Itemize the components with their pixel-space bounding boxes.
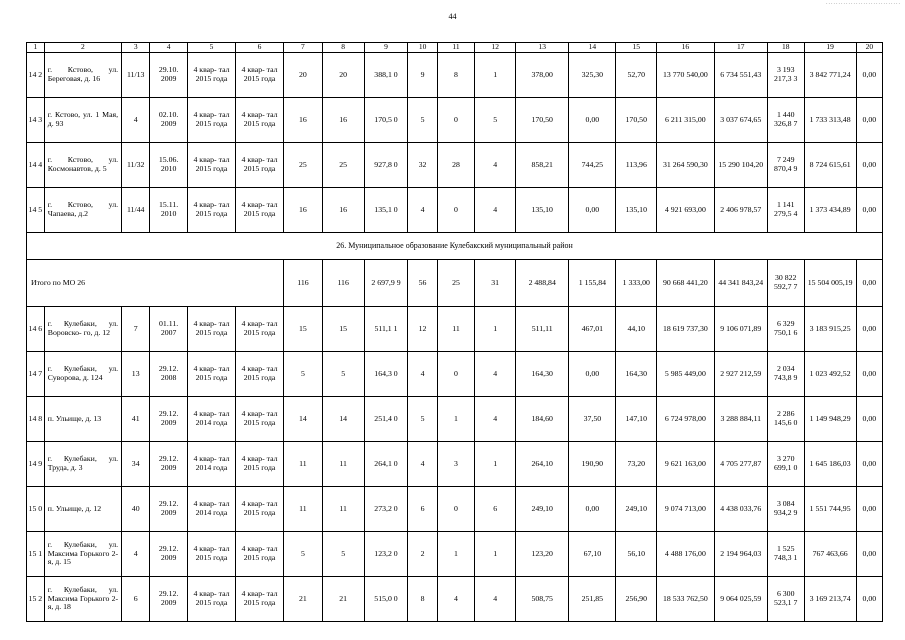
table-cell: 9 074 713,00 <box>657 487 714 532</box>
table-cell: 5 <box>475 98 516 143</box>
total-cell: 1 155,84 <box>569 260 616 307</box>
table-cell: 11/32 <box>122 143 150 188</box>
address-cell: г. Кулебаки, ул. Максима Горького 2-я, д. 15 <box>44 532 121 577</box>
column-number: 15 <box>616 43 657 53</box>
total-cell: 56 <box>408 260 437 307</box>
table-cell: 20 <box>284 53 323 98</box>
column-number: 11 <box>437 43 475 53</box>
table-cell: 0 <box>437 98 475 143</box>
table-cell: 14 <box>284 397 323 442</box>
row-number: 14 5 <box>27 188 45 233</box>
table-cell: 11/44 <box>122 188 150 233</box>
table-cell: 18 619 737,30 <box>657 307 714 352</box>
table-row <box>27 532 883 577</box>
address-cell: г. Кстово, ул. Космонавтов, д. 5 <box>44 143 121 188</box>
address-cell: п. Ульище, д. 13 <box>44 397 121 442</box>
column-number: 1 <box>27 43 45 53</box>
table-cell: 4 квар- тал 2015 года <box>187 307 235 352</box>
table-cell: 4 квар- тал 2015 года <box>187 53 235 98</box>
table-row <box>27 143 883 188</box>
table-cell: 4 квар- тал 2014 года <box>187 397 235 442</box>
table-cell: 4 921 693,00 <box>657 188 714 233</box>
table-cell: 0,00 <box>569 98 616 143</box>
table-cell: 29.12. 2009 <box>150 442 188 487</box>
table-cell: 6 300 523,1 7 <box>767 577 804 622</box>
table-cell: 6 724 978,00 <box>657 397 714 442</box>
table-cell: 5 <box>408 397 437 442</box>
table-cell: 6 <box>408 487 437 532</box>
table-cell: 135,10 <box>616 188 657 233</box>
table-cell: 251,85 <box>569 577 616 622</box>
table-cell: 29.12. 2009 <box>150 397 188 442</box>
table-cell: 4 квар- тал 2015 года <box>236 53 284 98</box>
table-cell: 0,00 <box>856 98 882 143</box>
table-cell: 2 194 964,03 <box>714 532 767 577</box>
table-cell: 40 <box>122 487 150 532</box>
table-cell: 9 <box>408 53 437 98</box>
table-cell: 3 842 771,24 <box>804 53 856 98</box>
table-cell: 3 169 213,74 <box>804 577 856 622</box>
table-cell: 0,00 <box>856 352 882 397</box>
table-cell: 5 <box>284 352 323 397</box>
table-cell: 325,30 <box>569 53 616 98</box>
column-number: 13 <box>516 43 569 53</box>
table-cell: 11 <box>322 442 364 487</box>
table-cell: 02.10. 2009 <box>150 98 188 143</box>
table-cell: 4 <box>122 98 150 143</box>
table-cell: 31 264 590,30 <box>657 143 714 188</box>
table-cell: 4 квар- тал 2015 года <box>187 532 235 577</box>
table-cell: 13 <box>122 352 150 397</box>
column-number: 4 <box>150 43 188 53</box>
table-cell: 7 <box>122 307 150 352</box>
table-cell: 1 733 313,48 <box>804 98 856 143</box>
column-number: 5 <box>187 43 235 53</box>
row-number: 14 4 <box>27 143 45 188</box>
address-cell: п. Ульище, д. 12 <box>44 487 121 532</box>
table-cell: 37,50 <box>569 397 616 442</box>
register-table <box>26 42 883 622</box>
table-cell: 123,2 0 <box>364 532 408 577</box>
table-cell: 4 квар- тал 2015 года <box>236 397 284 442</box>
table-row <box>27 188 883 233</box>
table-cell: 4 438 033,76 <box>714 487 767 532</box>
table-cell: 15.06. 2010 <box>150 143 188 188</box>
table-cell: 515,0 0 <box>364 577 408 622</box>
table-cell: 4 <box>437 577 475 622</box>
table-cell: 0,00 <box>856 53 882 98</box>
table-cell: 4 <box>408 188 437 233</box>
address-cell: г. Кстово, ул. Береговая, д. 16 <box>44 53 121 98</box>
total-cell: 25 <box>437 260 475 307</box>
total-cell: 90 668 441,20 <box>657 260 714 307</box>
table-cell: 0,00 <box>856 532 882 577</box>
table-cell: 7 249 870,4 9 <box>767 143 804 188</box>
table-cell: 4 квар- тал 2015 года <box>236 307 284 352</box>
table-cell: 4 квар- тал 2015 года <box>236 577 284 622</box>
table-cell: 4 квар- тал 2015 года <box>236 487 284 532</box>
table-cell: 184,60 <box>516 397 569 442</box>
table-cell: 11 <box>322 487 364 532</box>
table-cell: 0 <box>437 352 475 397</box>
table-cell: 12 <box>408 307 437 352</box>
table-cell: 0,00 <box>569 188 616 233</box>
table-cell: 508,75 <box>516 577 569 622</box>
column-number: 19 <box>804 43 856 53</box>
row-number: 15 1 <box>27 532 45 577</box>
table-cell: 5 985 449,00 <box>657 352 714 397</box>
table-cell: 4 квар- тал 2015 года <box>187 143 235 188</box>
table-cell: 15.11. 2010 <box>150 188 188 233</box>
table-cell: 29.10. 2009 <box>150 53 188 98</box>
section-title: 26. Муниципальное образование Кулебакский муниципальный район <box>27 233 883 260</box>
table-cell: 29.12. 2008 <box>150 352 188 397</box>
table-cell: 6 734 551,43 <box>714 53 767 98</box>
column-number: 20 <box>856 43 882 53</box>
table-cell: 135,10 <box>516 188 569 233</box>
row-number: 14 3 <box>27 98 45 143</box>
table-cell: 29.12. 2009 <box>150 577 188 622</box>
table-cell: 4 <box>122 532 150 577</box>
table-cell: 11 <box>437 307 475 352</box>
table-cell: 4 квар- тал 2015 года <box>236 143 284 188</box>
address-cell: г. Кстово, ул. 1 Мая, д. 93 <box>44 98 121 143</box>
table-cell: 5 <box>284 532 323 577</box>
column-number: 8 <box>322 43 364 53</box>
table-cell: 2 927 212,59 <box>714 352 767 397</box>
column-number: 16 <box>657 43 714 53</box>
table-cell: 511,1 1 <box>364 307 408 352</box>
table-cell: 264,1 0 <box>364 442 408 487</box>
column-number: 18 <box>767 43 804 53</box>
address-cell: г. Кулебаки, ул. Труда, д. 3 <box>44 442 121 487</box>
table-cell: 467,01 <box>569 307 616 352</box>
column-number: 17 <box>714 43 767 53</box>
table-cell: 2 406 978,57 <box>714 188 767 233</box>
table-cell: 16 <box>322 98 364 143</box>
table-cell: 5 <box>408 98 437 143</box>
table-cell: 123,20 <box>516 532 569 577</box>
row-number: 14 8 <box>27 397 45 442</box>
table-cell: 4 квар- тал 2015 года <box>187 352 235 397</box>
column-number: 14 <box>569 43 616 53</box>
table-cell: 01.11. 2007 <box>150 307 188 352</box>
table-cell: 44,10 <box>616 307 657 352</box>
address-cell: г. Кулебаки, ул. Максима Горького 2-я, д. 18 <box>44 577 121 622</box>
table-cell: 29.12. 2009 <box>150 487 188 532</box>
table-cell: 0,00 <box>856 307 882 352</box>
table-cell: 1 141 279,5 4 <box>767 188 804 233</box>
table-cell: 0 <box>437 188 475 233</box>
table-cell: 4 квар- тал 2015 года <box>187 577 235 622</box>
table-cell: 264,10 <box>516 442 569 487</box>
table-cell: 4 квар- тал 2015 года <box>187 188 235 233</box>
table-cell: 21 <box>322 577 364 622</box>
total-label: Итого по МО 26 <box>27 260 284 307</box>
table-cell: 147,10 <box>616 397 657 442</box>
table-cell: 2 286 145,6 0 <box>767 397 804 442</box>
table-row <box>27 487 883 532</box>
table-cell: 1 <box>475 307 516 352</box>
table-cell: 21 <box>284 577 323 622</box>
table-cell: 388,1 0 <box>364 53 408 98</box>
table-cell: 249,10 <box>616 487 657 532</box>
column-number: 3 <box>122 43 150 53</box>
table-cell: 25 <box>284 143 323 188</box>
total-cell: 0,00 <box>856 260 882 307</box>
table-cell: 378,00 <box>516 53 569 98</box>
table-cell: 1 <box>437 397 475 442</box>
address-cell: г. Кстово, ул. Чапаева, д.2 <box>44 188 121 233</box>
table-cell: 11/13 <box>122 53 150 98</box>
table-cell: 9 064 025,59 <box>714 577 767 622</box>
table-row <box>27 577 883 622</box>
column-number: 7 <box>284 43 323 53</box>
total-row <box>27 260 883 307</box>
table-cell: 34 <box>122 442 150 487</box>
table-cell: 4 квар- тал 2015 года <box>236 442 284 487</box>
total-cell: 2 488,84 <box>516 260 569 307</box>
table-cell: 67,10 <box>569 532 616 577</box>
column-number: 9 <box>364 43 408 53</box>
table-cell: 164,30 <box>516 352 569 397</box>
table-cell: 3 193 217,3 3 <box>767 53 804 98</box>
row-number: 15 0 <box>27 487 45 532</box>
table-cell: 20 <box>322 53 364 98</box>
table-cell: 249,10 <box>516 487 569 532</box>
table-cell: 0,00 <box>569 352 616 397</box>
table-cell: 1 <box>475 442 516 487</box>
table-cell: 3 270 699,1 0 <box>767 442 804 487</box>
table-cell: 4 <box>475 188 516 233</box>
table-cell: 52,70 <box>616 53 657 98</box>
table-cell: 8 724 615,61 <box>804 143 856 188</box>
table-cell: 1 <box>437 532 475 577</box>
table-cell: 2 034 743,8 9 <box>767 352 804 397</box>
table-cell: 14 <box>322 397 364 442</box>
table-cell: 251,4 0 <box>364 397 408 442</box>
table-cell: 3 <box>437 442 475 487</box>
table-cell: 511,11 <box>516 307 569 352</box>
table-cell: 170,5 0 <box>364 98 408 143</box>
table-cell: 164,3 0 <box>364 352 408 397</box>
table-cell: 4 квар- тал 2015 года <box>236 532 284 577</box>
table-cell: 0,00 <box>856 442 882 487</box>
table-cell: 1 023 492,52 <box>804 352 856 397</box>
table-cell: 3 037 674,65 <box>714 98 767 143</box>
table-cell: 25 <box>322 143 364 188</box>
table-cell: 4 квар- тал 2015 года <box>236 98 284 143</box>
table-cell: 858,21 <box>516 143 569 188</box>
table-cell: 73,20 <box>616 442 657 487</box>
table-cell: 170,50 <box>616 98 657 143</box>
table-cell: 1 551 744,95 <box>804 487 856 532</box>
table-cell: 8 <box>437 53 475 98</box>
table-cell: 4 488 176,00 <box>657 532 714 577</box>
table-cell: 0,00 <box>856 487 882 532</box>
total-cell: 2 697,9 9 <box>364 260 408 307</box>
table-cell: 16 <box>322 188 364 233</box>
table-cell: 273,2 0 <box>364 487 408 532</box>
table-cell: 11 <box>284 487 323 532</box>
table-cell: 0,00 <box>856 577 882 622</box>
table-cell: 4 <box>408 352 437 397</box>
table-cell: 6 329 750,1 6 <box>767 307 804 352</box>
column-number: 6 <box>236 43 284 53</box>
table-row <box>27 352 883 397</box>
table-cell: 2 <box>408 532 437 577</box>
table-row <box>27 98 883 143</box>
table-cell: 15 <box>284 307 323 352</box>
column-number: 12 <box>475 43 516 53</box>
table-cell: 767 463,66 <box>804 532 856 577</box>
table-row <box>27 307 883 352</box>
table-cell: 6 <box>475 487 516 532</box>
table-cell: 4 квар- тал 2015 года <box>187 98 235 143</box>
table-cell: 1 645 186,03 <box>804 442 856 487</box>
table-cell: 4 квар- тал 2015 года <box>236 352 284 397</box>
row-number: 15 2 <box>27 577 45 622</box>
table-cell: 29.12. 2009 <box>150 532 188 577</box>
table-cell: 256,90 <box>616 577 657 622</box>
table-cell: 170,50 <box>516 98 569 143</box>
page-number: 44 <box>448 12 457 21</box>
table-cell: 4 <box>475 397 516 442</box>
table-cell: 1 525 748,3 1 <box>767 532 804 577</box>
column-number-row <box>27 43 883 53</box>
total-cell: 116 <box>284 260 323 307</box>
table-cell: 16 <box>284 98 323 143</box>
table-row <box>27 397 883 442</box>
table-cell: 4 <box>475 352 516 397</box>
table-cell: 9 621 163,00 <box>657 442 714 487</box>
table-cell: 4 <box>475 577 516 622</box>
table-cell: 4 <box>408 442 437 487</box>
table-cell: 28 <box>437 143 475 188</box>
table-cell: 15 290 104,20 <box>714 143 767 188</box>
total-cell: 44 341 843,24 <box>714 260 767 307</box>
table-cell: 1 373 434,89 <box>804 188 856 233</box>
row-number: 14 6 <box>27 307 45 352</box>
table-row <box>27 53 883 98</box>
table-cell: 927,8 0 <box>364 143 408 188</box>
table-cell: 135,1 0 <box>364 188 408 233</box>
table-cell: 0,00 <box>856 397 882 442</box>
column-number: 2 <box>44 43 121 53</box>
row-number: 14 2 <box>27 53 45 98</box>
table-cell: 4 квар- тал 2015 года <box>236 188 284 233</box>
table-cell: 6 <box>122 577 150 622</box>
table-cell: 18 533 762,50 <box>657 577 714 622</box>
section-row <box>27 233 883 260</box>
table-cell: 0 <box>437 487 475 532</box>
total-cell: 1 333,00 <box>616 260 657 307</box>
table-cell: 0,00 <box>569 487 616 532</box>
table-cell: 41 <box>122 397 150 442</box>
column-number: 10 <box>408 43 437 53</box>
table-cell: 1 149 948,29 <box>804 397 856 442</box>
table-cell: 5 <box>322 532 364 577</box>
table-cell: 1 <box>475 53 516 98</box>
table-cell: 4 квар- тал 2014 года <box>187 487 235 532</box>
total-cell: 31 <box>475 260 516 307</box>
table-cell: 164,30 <box>616 352 657 397</box>
table-cell: 3 084 934,2 9 <box>767 487 804 532</box>
table-cell: 4 <box>475 143 516 188</box>
table-row <box>27 442 883 487</box>
table-cell: 190,90 <box>569 442 616 487</box>
table-cell: 13 770 540,00 <box>657 53 714 98</box>
table-cell: 0,00 <box>856 188 882 233</box>
table-cell: 16 <box>284 188 323 233</box>
table-cell: 8 <box>408 577 437 622</box>
table-cell: 56,10 <box>616 532 657 577</box>
table-cell: 4 квар- тал 2014 года <box>187 442 235 487</box>
table-cell: 0,00 <box>856 143 882 188</box>
address-cell: г. Кулебаки, ул. Воровско- го, д. 12 <box>44 307 121 352</box>
row-number: 14 9 <box>27 442 45 487</box>
table-cell: 113,96 <box>616 143 657 188</box>
table-cell: 15 <box>322 307 364 352</box>
table-cell: 744,25 <box>569 143 616 188</box>
row-number: 14 7 <box>27 352 45 397</box>
total-cell: 116 <box>322 260 364 307</box>
total-cell: 30 822 592,7 7 <box>767 260 804 307</box>
table-cell: 5 <box>322 352 364 397</box>
table-cell: 1 440 326,8 7 <box>767 98 804 143</box>
table-cell: 9 106 071,89 <box>714 307 767 352</box>
sheet-top-mark: .............................. <box>826 0 901 6</box>
total-cell: 15 504 005,19 <box>804 260 856 307</box>
table-cell: 11 <box>284 442 323 487</box>
table-cell: 4 705 277,87 <box>714 442 767 487</box>
address-cell: г. Кулебаки, ул. Суворова, д. 124 <box>44 352 121 397</box>
table-cell: 3 288 884,11 <box>714 397 767 442</box>
table-cell: 32 <box>408 143 437 188</box>
table-cell: 1 <box>475 532 516 577</box>
table-cell: 3 183 915,25 <box>804 307 856 352</box>
table-cell: 6 211 315,00 <box>657 98 714 143</box>
